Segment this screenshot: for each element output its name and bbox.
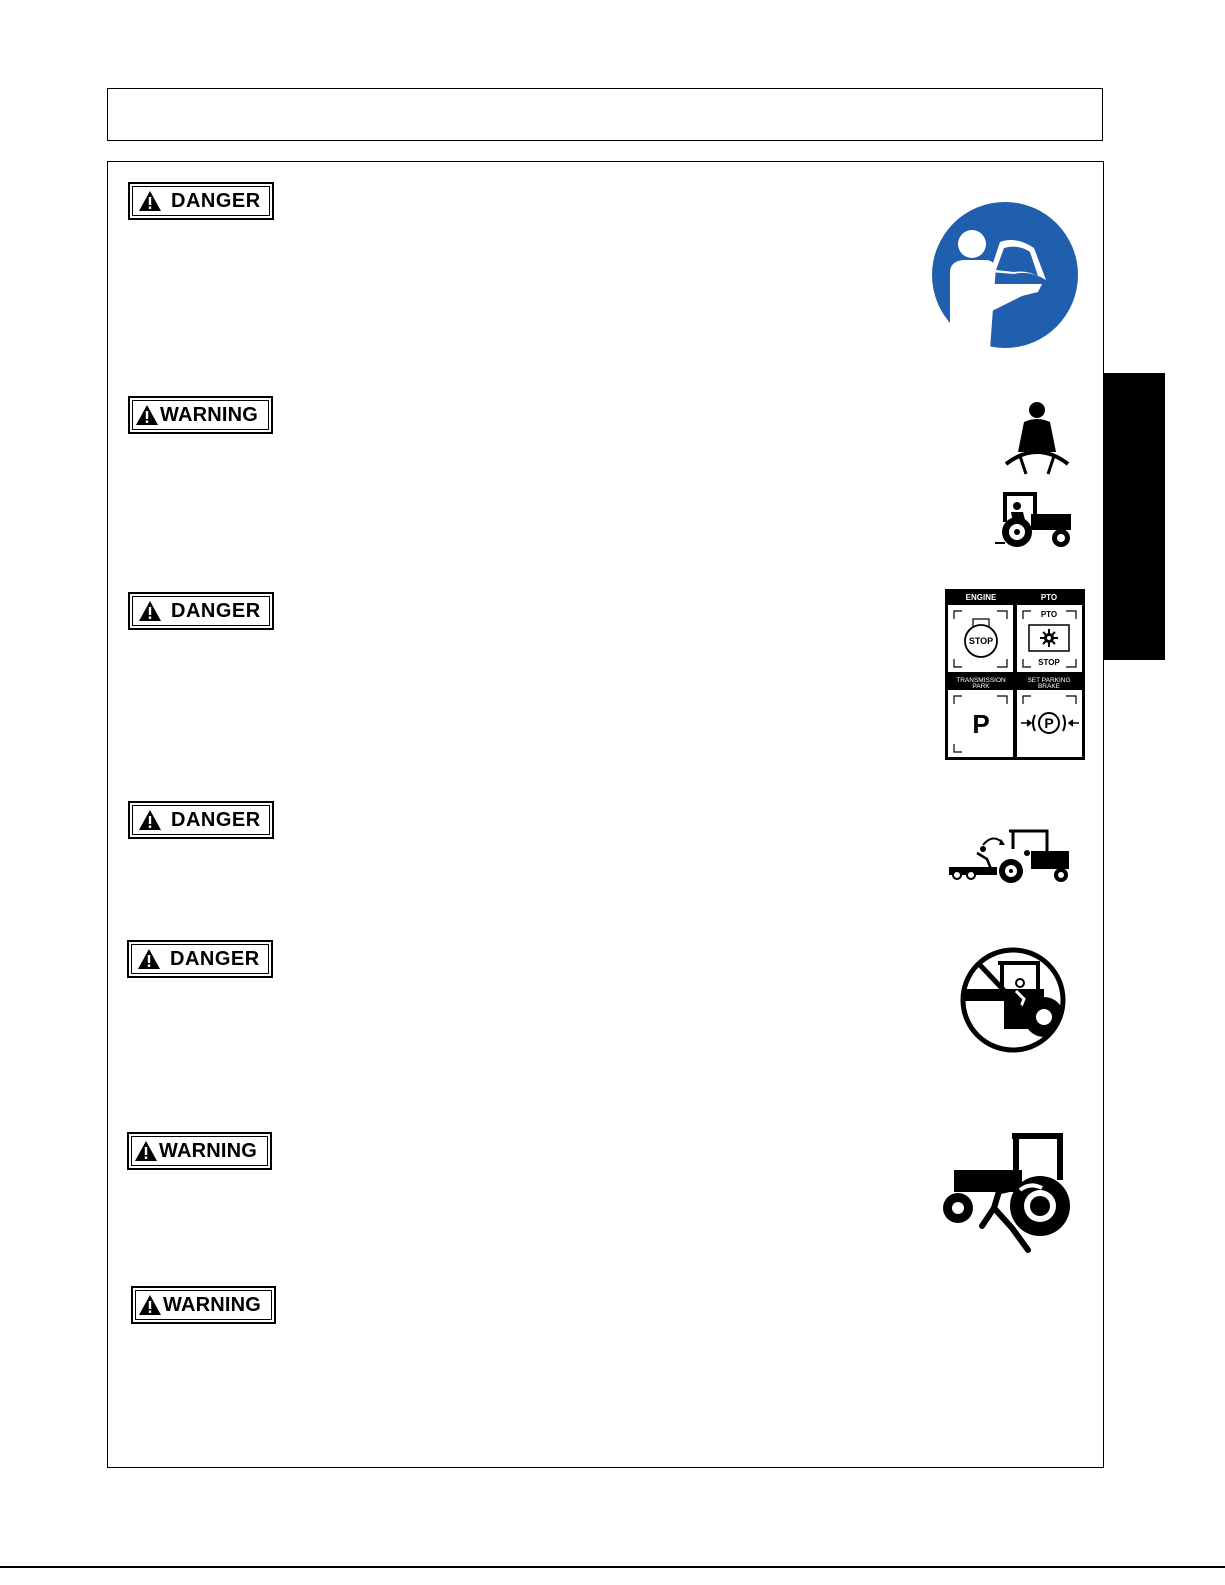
warning-label-text: WARNING <box>163 1293 262 1316</box>
stop-bottom-text: STOP <box>1038 658 1060 667</box>
warning-label-3 <box>131 1286 276 1324</box>
danger-label-1 <box>128 182 274 220</box>
alert-triangle-icon <box>138 1294 162 1316</box>
no-riders-icon <box>958 945 1068 1055</box>
alert-triangle-icon <box>138 190 162 212</box>
brake-label: BRAKE <box>1037 683 1061 690</box>
alert-triangle-icon <box>134 1140 158 1162</box>
danger-label-3 <box>128 801 274 839</box>
read-manual-icon <box>930 200 1080 350</box>
danger-label-text: DANGER <box>171 808 261 831</box>
park-label: PARK <box>972 683 990 690</box>
pto-inner-label: PTO <box>1040 610 1058 619</box>
tractor-rops-icon <box>995 490 1075 550</box>
pto-label: PTO <box>1040 593 1058 602</box>
transmission-label: TRANSMISSION <box>956 677 1006 684</box>
danger-label-text: DANGER <box>171 599 261 622</box>
seatbelt-icon <box>1002 400 1072 476</box>
alert-triangle-icon <box>135 404 159 426</box>
danger-label-text: DANGER <box>170 947 260 970</box>
warning-label-text: WARNING <box>160 403 259 426</box>
alert-triangle-icon <box>137 948 161 970</box>
alert-triangle-icon <box>138 600 162 622</box>
pto-stop-panel-icon <box>945 589 1085 760</box>
engine-label: ENGINE <box>965 593 997 602</box>
brake-letter: P <box>1044 715 1054 731</box>
warning-label-1 <box>128 396 273 434</box>
warning-label-2 <box>127 1132 272 1170</box>
danger-label-text: DANGER <box>171 189 261 212</box>
set-parking-label: SET PARKING <box>1027 677 1071 684</box>
alert-triangle-icon <box>138 809 162 831</box>
stop-text: STOP <box>968 636 994 646</box>
danger-label-2 <box>128 592 274 630</box>
run-over-hazard-icon <box>942 1130 1074 1255</box>
page-header-box <box>107 88 1103 141</box>
section-side-tab <box>1104 373 1165 660</box>
tractor-rear-hazard-icon <box>947 825 1072 885</box>
warning-label-text: WARNING <box>159 1139 258 1162</box>
danger-label-4 <box>127 940 273 978</box>
park-letter: P <box>972 709 990 739</box>
footer-rule <box>0 1566 1225 1568</box>
